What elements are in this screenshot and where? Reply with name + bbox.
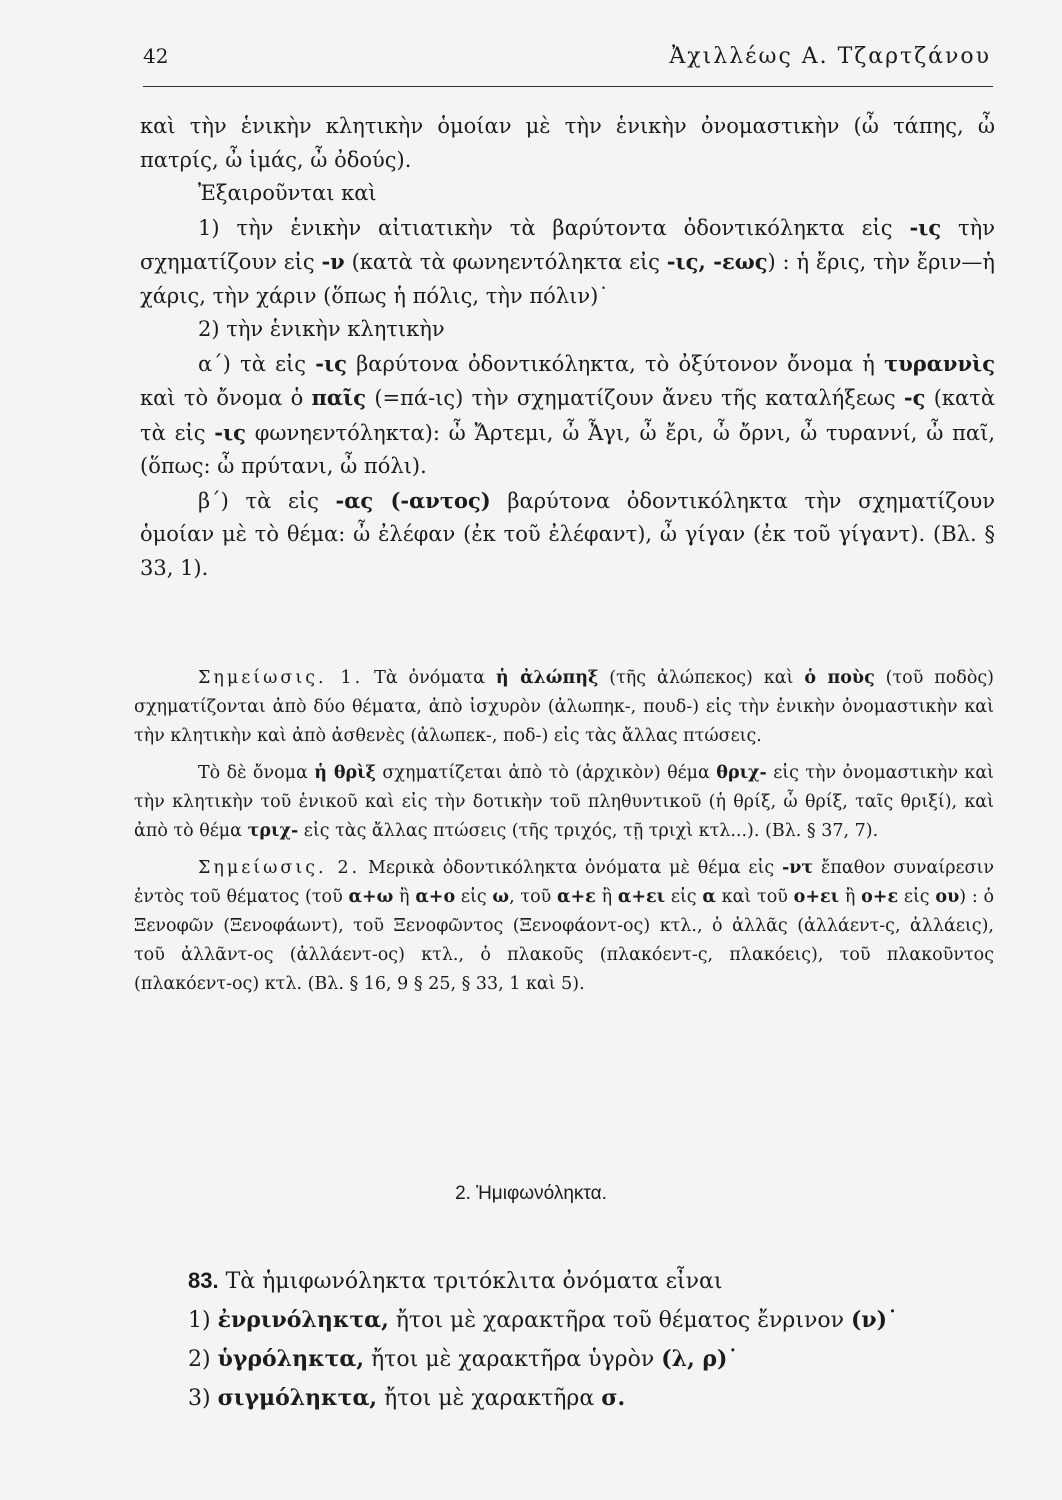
paragraph-vocative: 2) τὴν ἑνικὴν κλητικὴν — [198, 317, 445, 341]
header-rule — [143, 86, 993, 87]
note-2: Σημείωσις. 2. Μερικὰ ὀδοντικόληκτα ὀνόματα μὲ θέμα εἰς -ντ ἔπαθον συναίρεσιν ἐντὸς τοῦ θέματος (τοῦ α+ω ἢ α+ο εἰς ω, τοῦ α+ε ἢ α+ει εἰς α καὶ τοῦ ο+ει ἢ ο+ε εἰς ου) : ὁ Ξενοφῶν (Ξενοφάωντ), τοῦ Ξενοφῶντος (Ξενοφάοντ-ος) κτλ., ὁ ἀλλᾶς (ἀλλάεντ-ς, ἀλλάεις), τοῦ ἀλλᾶντ-ος (ἀλλάεντ-ος) κτλ., ὁ πλακοῦς (πλακόεντ-ς, πλακόεις), τοῦ πλακοῦντος (πλακόεντ-ος) κτλ. (Βλ. § 16, 9 § 25, § 33, 1 καὶ 5). — [134, 858, 995, 994]
list-item: 3) σιγμόληκτα, ἤτοι μὲ χαρακτῆρα σ. — [188, 1385, 626, 1411]
list-item: 2) ὑγρόληκτα, ἤτοι μὲ χαρακτῆρα ὑγρὸν (λ, ρ)˙ — [188, 1346, 739, 1372]
paragraph-vocative-b: β΄) τὰ εἰς -ας (-αντος) βαρύτονα ὀδοντικόληκτα τὴν σχηματίζουν ὁμοίαν μὲ τὸ θέμα: ὦ ἐλέφαν (ἐκ τοῦ ἐλέφαντ), ὦ γίγαν (ἐκ τοῦ γίγαντ). (Βλ. § 33, 1). — [140, 487, 995, 580]
paragraph-83 — [188, 1262, 998, 1418]
section-heading: 2. Ἡμιφωνόληκτα. — [455, 1183, 607, 1204]
main-text — [140, 110, 995, 585]
paragraph-accusative: 1) τὴν ἑνικὴν αἰτιατικὴν τὰ βαρύτοντα ὀδοντικόληκτα εἰς -ις τὴν σχηματίζουν εἰς -ν (κατὰ τὰ φωνηεντόληκτα εἰς -ις, -εως) : ἡ ἔρις, τὴν ἔριν—ἡ χάρις, τὴν χάριν (ὅπως ἡ πόλις, τὴν πόλιν)˙ — [140, 214, 996, 308]
paragraph-exceptions: Ἐξαιροῦνται καὶ — [198, 181, 377, 205]
note-1: Σημείωσις. 1. Τὰ ὀνόματα ἡ ἀλώπηξ (τῆς ἀλώπεκος) καὶ ὁ ποὺς (τοῦ ποδὸς) σχηματίζονται ἀπὸ δύο θέματα, ἀπὸ ἰσχυρὸν (ἀλωπηκ-, πουδ-) εἰς τὴν ἑνικὴν ὀνομαστικὴν καὶ τὴν κλητικὴν καὶ ἀπὸ ἀσθενὲς (ἀλωπεκ-, ποδ-) εἰς τὰς ἄλλας πτώσεις. — [134, 668, 994, 746]
paragraph-83-intro: 83. Τὰ ἡμιφωνόληκτα τριτόκλιτα ὀνόματα εἶναι — [188, 1268, 723, 1294]
page-header — [143, 40, 993, 90]
note-1-continuation: Τὸ δὲ ὄνομα ἡ θρὶξ σχηματίζεται ἀπὸ τὸ (ἀρχικὸν) θέμα θριχ- εἰς τὴν ὀνομαστικὴν καὶ τὴν κλητικὴν τοῦ ἑνικοῦ καὶ εἰς τὴν δοτικὴν τοῦ πληθυντικοῦ (ἡ θρίξ, ὦ θρίξ, ταῖς θριξί), καὶ ἀπὸ τὸ θέμα τριχ- εἰς τὰς ἄλλας πτώσεις (τῆς τριχός, τῇ τριχὶ κτλ...). (Βλ. § 37, 7). — [134, 763, 994, 841]
page-number: 42 — [143, 44, 169, 68]
running-head: Ἀχιλλέως Α. Τζαρτζάνου — [669, 44, 991, 69]
list-item: 1) ἐνρινόληκτα, ἤτοι μὲ χαρακτῆρα τοῦ θέματος ἔνρινον (ν)˙ — [188, 1307, 899, 1333]
paragraph-continuation: καὶ τὴν ἑνικὴν κλητικὴν ὁμοίαν μὲ τὴν ἑνικὴν ὀνομαστικὴν (ὦ τάπης, ὦ πατρίς, ὦ ἱμάς, ὦ ὀδούς). — [140, 114, 995, 172]
paragraph-vocative-a: α΄) τὰ εἰς -ις βαρύτονα ὀδοντικόληκτα, τὸ ὀξύτονον ὄνομα ἡ τυραννὶς καὶ τὸ ὄνομα ὁ παῖς (=πά-ις) τὴν σχηματίζουν ἄνευ τῆς καταλήξεως -ς (κατὰ τὰ εἰς -ις φωνηεντόληκτα): ὦ Ἄρτεμι, ὦ Ἆγι, ὦ ἔρι, ὦ ὄρνι, ὦ τυραννί, ὦ παῖ, (ὅπως: ὦ πρύτανι, ὦ πόλι). — [140, 350, 996, 478]
notes-block — [134, 664, 994, 1007]
